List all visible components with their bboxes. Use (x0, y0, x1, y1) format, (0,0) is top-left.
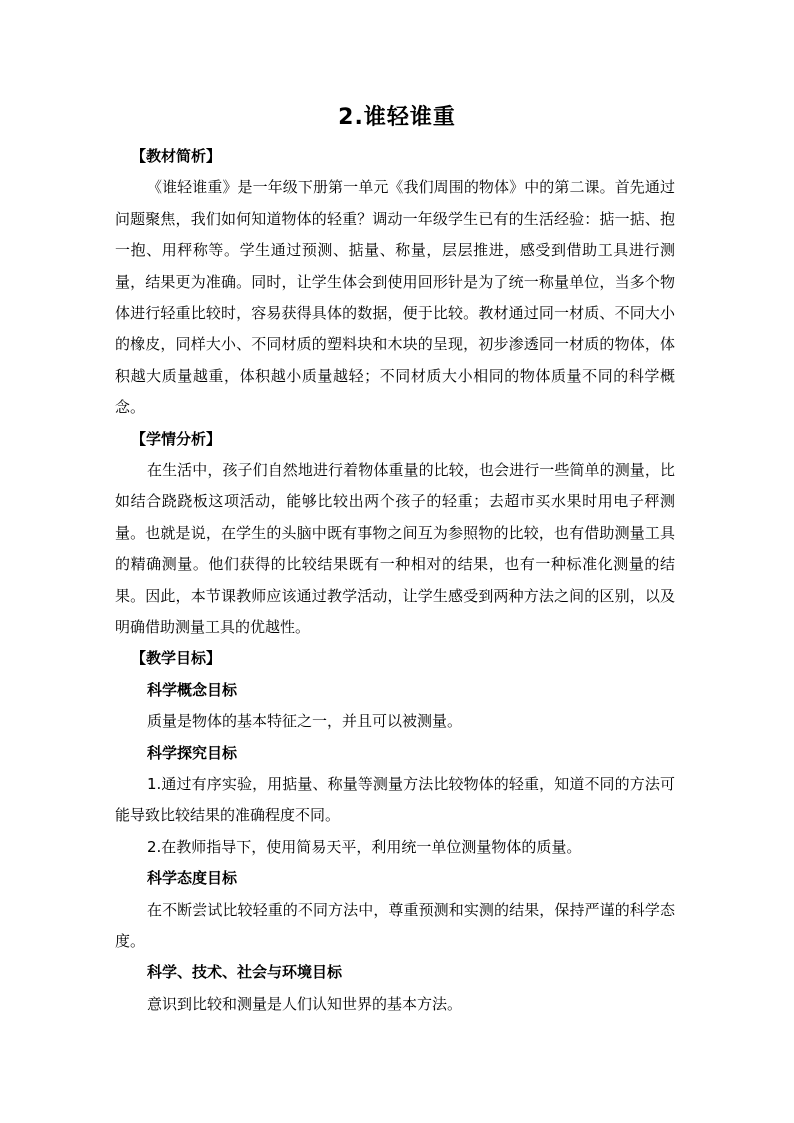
concept-goal-text: 质量是物体的基本特征之一，并且可以被测量。 (147, 712, 463, 731)
sts-goal-text: 意识到比较和测量是人们认知世界的基本方法。 (147, 994, 463, 1013)
section-heading-goals: 【教学目标】 (131, 649, 222, 668)
inquiry-goal-item-1: 1.通过有序实验，用掂量、称量等测量方法比较物体的轻重，知道不同的方法可能导致比较结果的准确程度不同。 (115, 775, 675, 825)
attitude-goal-heading: 科学态度目标 (147, 869, 238, 888)
attitude-goal-text: 在不断尝试比较轻重的不同方法中，尊重预测和实测的结果，保持严谨的科学态度。 (115, 900, 675, 951)
concept-goal-heading: 科学概念目标 (147, 680, 238, 699)
section-heading-students: 【学情分析】 (131, 429, 222, 448)
document-body (115, 141, 675, 1020)
students-paragraph: 在生活中，孩子们自然地进行着物体重量的比较，也会进行一些简单的测量，比如结合跷跷板这项活动，能够比较出两个孩子的轻重；去超市买水果时用电子秤测量。也就是说，在学生的头脑中既有事物之间互为参照物的比较，也有借助测量工具的精确测量。他们获得的比较结果既有一种相对的结果，也有一种标准化测量的结果。因此，本节课教师应该通过教学活动，让学生感受到两种方法之间的区别，以及明确借助测量工具的优越性。 (115, 461, 675, 637)
page-title: 2.谁轻谁重 (338, 105, 456, 130)
inquiry-goal-item-2: 2.在教师指导下，使用简易天平，利用统一单位测量物体的质量。 (147, 837, 582, 856)
sts-goal-heading: 科学、技术、社会与环境目标 (147, 963, 343, 982)
material-paragraph: 《谁轻谁重》是一年级下册第一单元《我们周围的物体》中的第二课。首先通过问题聚焦，我们如何知道物体的轻重？调动一年级学生已有的生活经验：掂一掂、抱一抱、用秤称等。学生通过预测、掂量、称量，层层推进，感受到借助工具进行测量，结果更为准确。同时，让学生体会到使用回形针是为了统一称量单位，当多个物体进行轻重比较时，容易获得具体的数据，便于比较。教材通过同一材质、不同大小的橡皮，同样大小、不同材质的塑料块和木块的呈现，初步渗透同一材质的物体，体积越大质量越重，体积越小质量越轻；不同材质大小相同的物体质量不同的科学概念。 (115, 178, 675, 417)
section-heading-material: 【教材简析】 (131, 147, 222, 165)
inquiry-goal-heading: 科学探究目标 (147, 743, 238, 762)
